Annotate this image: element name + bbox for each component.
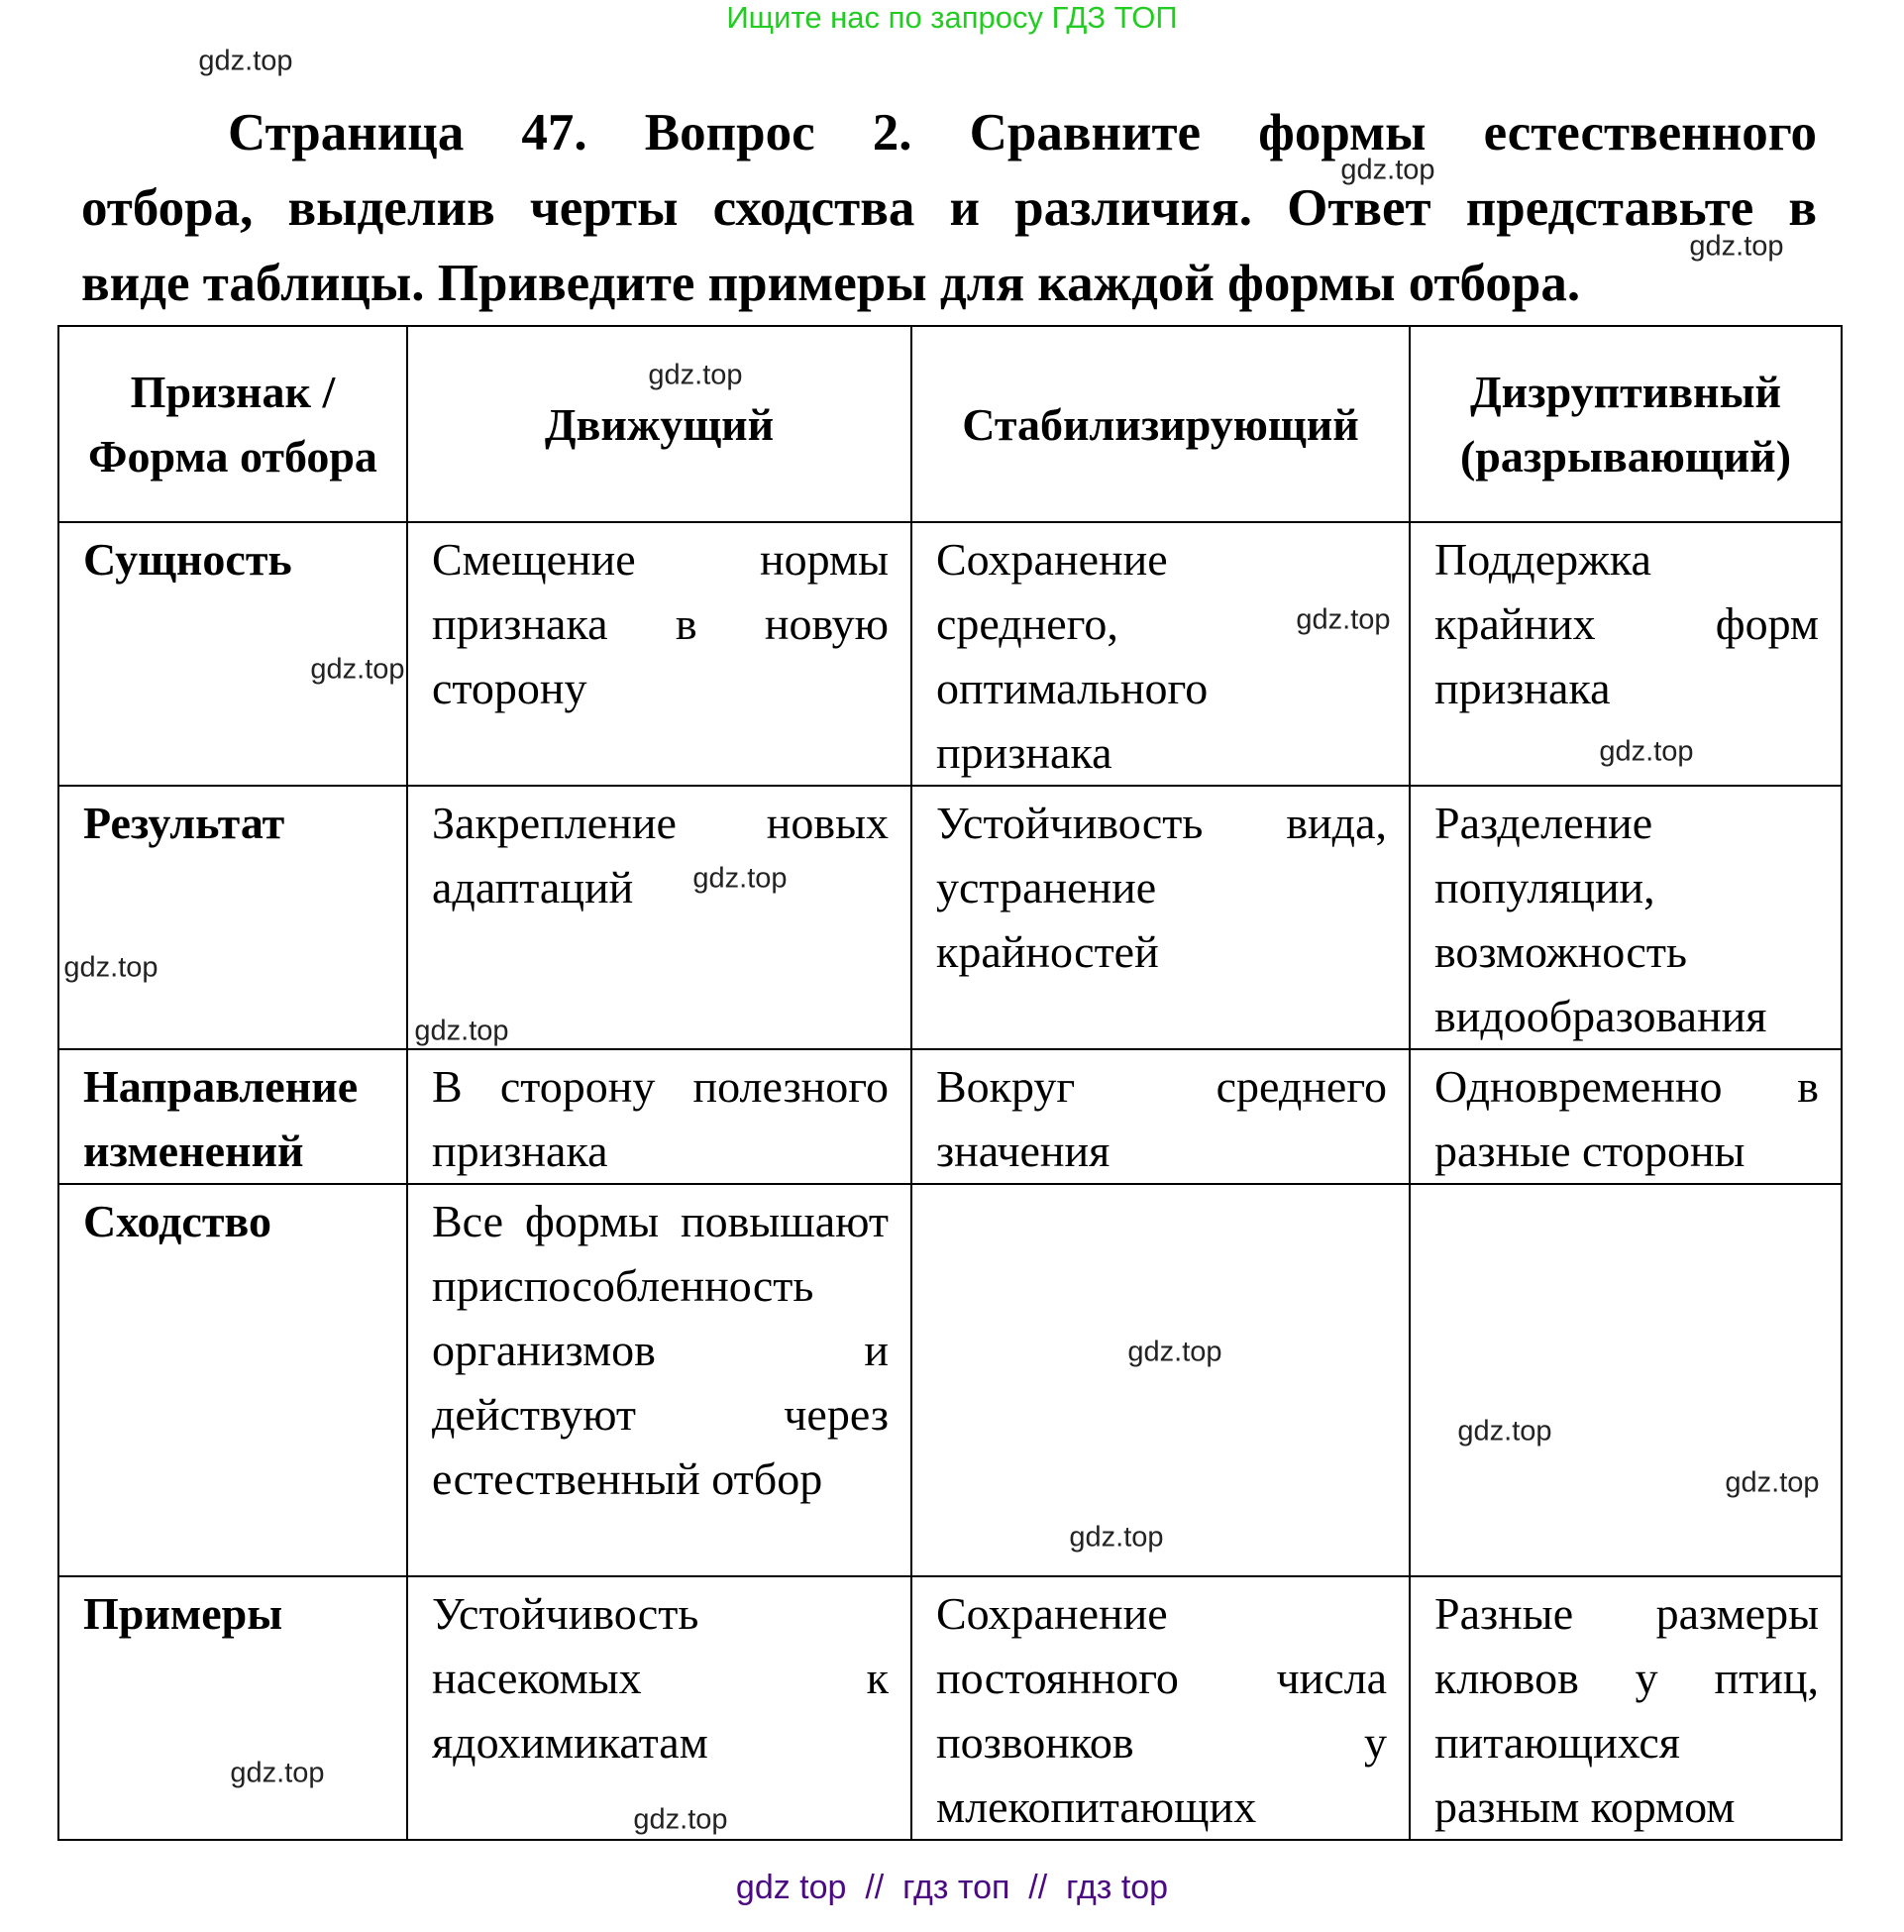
table-cell bbox=[1410, 1184, 1842, 1576]
watermark: gdz.top bbox=[198, 45, 293, 77]
row-label: Сходство bbox=[58, 1184, 407, 1576]
footer-links: gdz top // гдз топ // гдз top bbox=[735, 1869, 1169, 1906]
table-cell: Сохранение среднего, оптимального признака bbox=[911, 522, 1410, 786]
table-cell: Все формы повышают приспособленность организмов и действуют через естественный отбор bbox=[407, 1184, 911, 1576]
table-row bbox=[58, 1049, 1842, 1184]
table-cell: Разделение популяции, возможность видообразования bbox=[1410, 786, 1842, 1049]
watermark: gdz.top bbox=[1725, 1466, 1820, 1499]
table-cell: Поддержка крайних форм признака bbox=[1410, 522, 1842, 786]
table-cell: Сохранение постоянного числа позвонков у млекопитающих bbox=[911, 1576, 1410, 1840]
table-cell: Закрепление новых адаптаций bbox=[407, 786, 911, 1049]
table-cell: Устойчивость вида, устранение крайностей bbox=[911, 786, 1410, 1049]
row-label: Результат bbox=[58, 786, 407, 1049]
row-label: Примеры bbox=[58, 1576, 407, 1840]
table-cell: Смещение нормы признака в новую сторону bbox=[407, 522, 911, 786]
watermark: gdz.top bbox=[310, 653, 405, 686]
watermark: gdz.top bbox=[648, 359, 743, 391]
table-cell: Разные размеры клювов у птиц, питающихся разным кормом bbox=[1410, 1576, 1842, 1840]
watermark: gdz.top bbox=[63, 951, 159, 984]
watermark: gdz.top bbox=[633, 1803, 728, 1836]
watermark: gdz.top bbox=[1069, 1521, 1164, 1554]
row-label: Направление изменений bbox=[58, 1049, 407, 1184]
watermark: gdz.top bbox=[1340, 154, 1435, 186]
watermark: gdz.top bbox=[692, 862, 788, 895]
row-label: Сущность bbox=[58, 522, 407, 786]
watermark: gdz.top bbox=[1689, 230, 1784, 263]
title-line-1: Страница 47. Вопрос 2. Сравните формы естественного bbox=[228, 104, 1817, 161]
table-cell bbox=[911, 1184, 1410, 1576]
watermark: gdz.top bbox=[1457, 1415, 1552, 1448]
watermark: gdz.top bbox=[1296, 603, 1391, 636]
title-line-3: виде таблицы. Приведите примеры для каждой формы отбора. bbox=[81, 255, 1581, 312]
table-row bbox=[58, 1184, 1842, 1576]
table-header-row bbox=[58, 326, 1842, 522]
header-cell: Стабилизирующий bbox=[911, 326, 1410, 522]
watermark: gdz.top bbox=[1599, 735, 1694, 768]
header-cell: Признак / Форма отбора bbox=[58, 326, 407, 522]
watermark: gdz.top bbox=[1127, 1336, 1222, 1368]
header-cell: Движущий bbox=[407, 326, 911, 522]
table-cell: Одновременно в разные стороны bbox=[1410, 1049, 1842, 1184]
table-row bbox=[58, 1576, 1842, 1840]
watermark: gdz.top bbox=[414, 1015, 509, 1047]
table-cell: Устойчивость насекомых к ядохимикатам bbox=[407, 1576, 911, 1840]
comparison-table bbox=[57, 325, 1843, 1841]
question-title bbox=[81, 95, 1817, 321]
header-cell: Дизруптивный (разрывающий) bbox=[1410, 326, 1842, 522]
table-cell: Вокруг среднего значения bbox=[911, 1049, 1410, 1184]
search-banner: Ищите нас по запросу ГДЗ ТОП bbox=[726, 0, 1178, 35]
watermark: gdz.top bbox=[230, 1757, 325, 1789]
table-row bbox=[58, 786, 1842, 1049]
title-line-2: отбора, выделив черты сходства и различия. Ответ представьте в bbox=[81, 179, 1817, 237]
table-cell: В сторону полезного признака bbox=[407, 1049, 911, 1184]
